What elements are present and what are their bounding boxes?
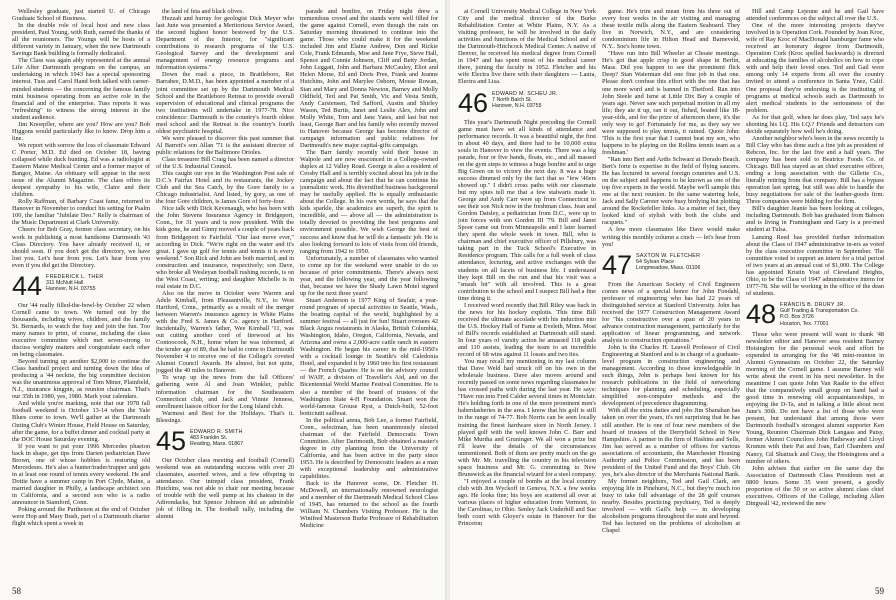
paras (156, 8, 294, 424)
right-page (450, 0, 896, 600)
paragraph: The Barr family recently sold their house in Walpole and are now ensconced in a College-owned duplex at 12 Valley Road. George is also a resident of Crosby Hall and is terribly excited about his job in the campaign and about the fact that he can continue his journalistic work. His diversified business background may be usefully applied. He is equally enthusiastic about the College. In his own words, he says that the kids sparkle, the academics are superb, the spirit is incredible, and — above all — the administration is totally devoted to providing the best programs and environment possible. We wish George the best of success and know that he will do a fantastic job. He is also looking forward to lots of visits from old friends, ranging from 1942 to 1950. (300, 148, 438, 255)
paragraph: John is the Charles H. Leavell Professor of Civil Engineering at Stanford and is in charge of a graduate-level program in construction engineering and management. According to those knowledgeable in such things, John is perhaps best known for his research publications in the field of networking techniques for planning and scheduling, especially simplified non-computer methods and the development of precedence diagramming. (602, 344, 740, 408)
paragraph: game. He's trim and mean from his three out of every four weeks in the air visiting and managing these textile mills along the Eastern Seaboard. They live in Norwich, N.Y., and are considering condominium life in Hilton Head and Barneveld, N.Y.. Soe's home town. (602, 8, 740, 51)
paragraph: As for that golf, when he does play, Ted says he's shooting his I.Q. His I.Q.? Friends and detractors can decide separately how well he's doing. (746, 113, 884, 135)
paragraph: You may recall my mentioning in my last column that Dave Weld had struck off on his own in the wholesale business. Dave also moves around and recently passed on some news regarding classmates he has crossed paths with during the last year. He says: "Have run into Fred Calder several times in Montclair. He's holding forth in one of the more prominent men's haberdasheries in the area. I know that his golf is still in the range of 74-77. Bob Norris can be seen locally training the finest hardware store in North Jersey. I played golf with the well known John C. Barr and Mike Murtha and Gruninger. We all won a prize but I'll leave the details of the circumstances unmentioned. Both of them are pretty much on the go with Mr. Mr. travelling the country in his television space business and Mr. G. commuting to New Brunswick as the financial wizard for a steel company. (458, 358, 596, 478)
class-number: 44 (12, 270, 43, 301)
paragraph: From the American Society of Civil Engineers comes news of a special honor for John Fondahl, professor of engineering who has had 22 years of distinguished service at Stanford University. John has received the 1977 Construction Management Award for "his constructive over a span of 20 years to advance construction management, particularly for the application of linear programming, and network analysis to construction operations." (602, 280, 740, 344)
class-number: 45 (156, 425, 187, 456)
paragraph: Also on the move in October were Warren and Adele Kimball, from Pleasantville, N.Y., to West Hartford, Conn., primarily as a result of the merger between Warren's insurance agency in White Plains with the Fred S. James & Co. agency in Hartford. Incidentally, Warren's father, Wee Kimball '11, was out cutting another cord of firewood at his Contoocook, N.H., home when he was informed, at the tender age of 89, that he had to come to Dartmouth November 4 to receive one of the College's coveted Alumni Council Awards. He almost, but not quite, jogged the 40 miles to Hanover. (156, 289, 294, 375)
left-page (0, 0, 446, 600)
paras (458, 8, 596, 86)
paragraph: Warmest and Best for the Holidays. That's it. Blessings. (156, 409, 294, 424)
paragraph: If you want to put your 1996 Mercedes phaeton back in shape, get tips from Darien pediatrician Dave Brown, one of whose hobbies is restoring old Mercedeses. He's also a hunter/trader/trapper and gets in at least one round of tennis every weekend. He and Dottie have a summer camp in Port Clyde, Maine, a married daughter in Philly, a landscape architect son in California, and a second son who is a radio announcer in Stamford, Conn. (12, 442, 150, 507)
paragraph: One of the more interesting projects they've involved in is Operation Cork. Founded by Joan Kroc, wife of Ray Kroc of MacDonald hamburger fame who received an honorary degree from Dartmouth, Operation Cork (Kroc spelled backwards) is directed at educating the families of alcoholics on how to cope with and help their loved ones. Ted and Gail were among only 14 experts from all over the country invited to attend a conference in Santa Ynez, Calif. One proposal they're endorsing is the instituting of programs at medical schools such as Dartmouth to alert medical students to the seriousness of the problem. (746, 22, 884, 114)
secretary-address: FREDERICK L. THER 311 McNutt Hall Hanover, N.H. 03755 (46, 273, 104, 293)
paragraph: Poking around the Parthenon at the end of October were Hop and Mary Bush, part of a Dartmouth charter flight which spent a week in (12, 506, 150, 528)
paras (300, 8, 438, 529)
paragraph: "Ran into Bert and Ardis Schwarz at Dorado Beach. Bert's forte is expertise in the field of flying saucers. He has lectured in several foreign countries and U.S. on the subject and happens to be known as one of the top five experts in the world. Maybe we'll sample this one at the next reunion. In the same watering hole, Jack and Sally Carreer were busy birdying but plotting around the Rockefeller links. As a matter of fact, they looked kind of stylish with both the clubs and racquets." (602, 155, 740, 227)
paragraph: This year's Dartmouth Night preceding the Cornell game must have set all kinds of attendance and performance records. It was a beautiful night, the first in about 40 days, and there had to be 10,000 extra souls in Hanover to view the events. There was a big parade, four or five bands, floats, etc., and all massed on the gym steps to witness a huge bonfire and to urge Big Green on to victory the next day. It was a huge success dimmed only by the fact that so "few '46ers showed up." I didn't cross paths with our classmate but my spies tell me that a few stalwarts made it. George and Andy Carr were up from Connecticut to see their son Nick now in the freshman class. Jean and Gordon Daisley, a pediatrician from D.C., were up to join forces with son Gordon III '79. Bill and Janet Spoor came out from Minneapolis and I later learned they spent the whole week in town. Bill, who is chairman and chief executive officer of Pillsbury, was taking part in the Tuck School's Executive in Residence program. This calls for a full week of class attendance, lecturing, and active exchanges with the students on all facets of business life. I understand they kept Bill on the run and that his visit was a "smash hit" with all involved. This is a great contribution to the school and I suspect Bill had a fine time doing it. (458, 118, 596, 302)
class-block-47 (602, 249, 740, 280)
paragraph: "Have run into Bill Wheeler at Choate meetings. He's got that apple crisp in good shape in Berlin, Mass. Did you happen to see the prominent flick Deep? Stan Waterman did one fine job in that one. Please don't confuse this effort with the one that has one more word and is banned in Thetford. Ran into John Steele and Isme at Little Dix Bay a couple of years ago. Never saw such perpetual motion in all my life; they ate it up, ran it out, fished, boated like 18-year-olds, and for the prize of afternoon there, it's the only way to go! Fortunately for me, as they say we were supposed to play tennis, it rained. Quote John: 'This is the first year that I cannot beat my son, who happens to be playing on the Rollins tennis team as a freshman.' (602, 50, 740, 156)
paragraph: Nice talk with Dick Kevenaugh, who has been with the John Stevens Insurance Agency in Bridgeport, Conn., for 31 years and is now president. With the kids gone, he and Ginny moved a couple of years back from Bridgeport to Fairfield. "Our last move ever," according to Dick. "We're right on the water and it's great. I gave up golf for tennis and tennis it is every weekend." Son Rick and John are both married, and in construction and insurance, respectively; son Dave, who broke all Wesleyan football rushing records, is on the West Coast, writing; and daughter Michelle is in real estate in D.C. (156, 205, 294, 290)
paragraph: "I enjoyed a couple of bombs at the local country club with Jim Wyckoff in Geneva, N.Y. a few weeks ago. He looks fine; his boys are scattered all over at various places of higher education from Vermont, to the Carolinas, to Ohio. Senley Jack Underhill and Sue both court with Gloyer's estate in Hanover for the Princeton (458, 477, 596, 528)
paragraph: With all the extra duties and jobs Jim Shanahan has taken on over the years, it's not surprising that he has still another. He is one of four new members of the board of trustees of the Derryfield School in New Hampshire. A partner in the firm of Hashins and Sells, Jim has served as a number of offices for various associations of accountants, the Manchester Housing Authority and Police Commission, and has been president of the United Fund and the Boys' Club. Oh yes, he's also director of the Merchants National Bank. (602, 407, 740, 478)
paragraph: Our '44 really filled-the-bowl-by October 22 when Cornell came to town. We turned out by the thousands, including wives, children, and the family St. Bernards, to watch the fray and join the fun. Too many names to print, of course, including the class executive committee which met seven-strong to discuss weighty matters and congratulate each other on being classmates. (12, 301, 150, 359)
paragraph: parade and bonfire, on Friday night drew a tremendous crowd and the stands were well filled for the game against Cornell, even though the rain on Saturday morning threatened to continue into the game. Those who could make it for the weekend included Jim and Elaine Andrew, Don and Rickie Cole, Frank Edmands, Moe and Jane Frye, Steve Hall, Spence and Connie Johnson, Cliff and Betty Jordan, John Leggatt, John and Barbara McCauley, Eliot and Helen Morse, Ed and Doris Pree, Frank and Jeanne Hutchins, John and Marylee Osborn, Mouse Rowan, Stan and Mary and Donna Newton, Barney and Molly Oldfield, Ted and Pat Smith, Vic and Vesta Smith, Andy Carstensen, Ted Safford, Austin and Shirley Wason, Ted Burtis, Janet and Leslie Alex, John and Molly White, Tom and Jane Yates, and last but not least, George Barr and his family who recently moved to Hanover because George has become director of campaign information and public relations for Dartmouth's new major capital-gifts campaign. (300, 8, 438, 149)
paragraph: I received word recently that Bill Riley was back in the news for his hockey exploits. This time Bill received the ultimate accolade with his induction into the U.S. Hockey Hall of Fame at Eveleth, Minn. Most of Bill's records established at Dartmouth still stand. In four years of varsity action he amassed 118 goals and 110 assists, leading the team to an incredible record of 68 wins against 11 losses and two ties. (458, 301, 596, 359)
left-column-1 (12, 8, 150, 578)
paragraph: We report with sorrow the loss of classmate Edward C Porter, M.D. Ed died on October 18, having collapsed while duck hunting. Ed was a radiologist at Eastern Maine Medical Center and a former mayor of Bangor, Maine. An obituary will appear in the next issue of the Alumni Magazine. The class offers its deepest sympathy to his wife, Claire and their children. (12, 141, 150, 199)
left-column-3 (300, 8, 438, 578)
paras (602, 281, 740, 535)
paras (602, 8, 740, 248)
paragraph: Back to the Hanover scene, Dr. Fletcher H. McDowell, an internationally renowned neurologist and a member of the Dartmouth Medical School Class of 1945, has returned to the school as the fourth William N. Chambers Visiting Professor. He is the Winifred Masterson Burke Professor of Rehabilitation Medicine (300, 480, 438, 530)
paras (12, 302, 150, 528)
secretary-address: EDWARD M. SCHEU JR. 7 North Balch St. Hanover, N.H. 03755 (492, 90, 558, 109)
paragraph: Stuart Anderson is 1977 King of Seafair, a year-round program of special activities in Seattle, Wash., the boating capital of the world, highlighted by a summer festival — all just for fun! Stuart oversees 42 Black Angus restaurants in Alaska, British Columbia, Washington, Idaho, Oregon, California, Nevada, and Arizona and owns a 2,000-acre cattle ranch in eastern Washington. He began his career in the mid-1950's with a cocktail lounge in Seattle's old Caledonia Hotel, and expanded it by 1960 into his first restaurant — the French Quarter. He is on the advisory council of WAIF, a division of Traveller's Aid, and on the Bicentennial World Marine Festival Committee. He is also a member of the board of trustees of the Washington State 4-H Foundation. Stuart won the world-famous Grouse Ryst, a Dutch-built, 52-foot botticiutti sailboat. (300, 296, 438, 417)
paragraph: In the double role of local host and new class president, Paul Young, with Ruth, earned the thanks of all the reunioners. The Youngs will be hosts of a different variety in January, when the new Dartmouth Savings Bank building is formally dedicated. (12, 22, 150, 58)
paragraph: Our October class meeting and football (Cornell) weekend was an outstanding success with over 20 classmates, assorted wives, and a few offspring in attendance. Our intrepid class president, Frank Hutchins, was not able to chair our meeting because of trouble with the well pump at his chateau in the Adirondacks, but Spence Johnson did an admirable job of filling in. The football rally, including the alumni (156, 456, 294, 521)
paragraph: Beyond turning up another $2,000 to continue the Class handrail project and turning down the idea of producing a '44 necktie, the big committee decision was the unanimous approval of Tom Miner, Plainfield, N.J., insurance kingpin, as reunion chairman. That's our 35th in 1980, yes, 1980. Mark your calendars. (12, 358, 150, 401)
page-number: 58 (12, 586, 21, 596)
paragraph: My former neighbors, Ted and Gail Clark, are enjoying life in Pinehurst, N.C., but they're much too busy to take full advantage of the 28 golf courses nearby. Besides practicing psychiatry, Ted is deeply involved — with Gail's help — in developing alcoholism programs throughout the state and beyond. Ted has lectured on the problems of alcoholism at Chapel (602, 477, 740, 535)
class-block-46 (458, 87, 596, 118)
left-column-2 (156, 8, 294, 578)
paragraph: To wrap up the news from the fall Officers' gathering were Al and Joan Winkler, public information chairman for the Southeastern Connecticut club, and Jack and Vinnie Jenness, enrollment liaison officer for the Long Island club. (156, 374, 294, 410)
paragraph: John advises that earlier on the same day the Association of Dartmouth Class Presidents met at 0800 hours. Some 35 were present, a goodly proportion of the 50 or so active alumni class chief executives. Officers of the College, including Allen Dingwall '42, reviewed the new (746, 464, 884, 507)
paragraph: And while you're marking, note that our 1978 fall football weekend is October 13-14 when the Yale Blues come to town. We'll gather at the Dartmouth Outing Club's Winter House, Field House on Saturday, after the game, for a buffet dinner and cocktail party at the DOC House Saturday evening. (12, 400, 150, 443)
paragraph: In the political arena, Bob Lee, a former Fairfield, Conn., selectman, has been unanimously elected chairman of the Fairfield Democratic Town Committee. After Dartmouth, Bob obtained a master's degree in city planning from the University of California, and has been active in the party since 1953. He is described by Democratic leaders as a man with exceptional leadership and administrative capabilities. (300, 416, 438, 481)
paragraph: Wellesley graduate, just started U. of Chicago Graduate School of Business. (12, 8, 150, 23)
right-column-1 (458, 8, 596, 578)
paragraph: Another neighbor who's been in the news recently is Bill Clay who has done such a fine job as president of Rebcon, Inc. for the last five and a half years. The company has been sold to Beatrice Foods Co. of Chicago. Bill has stayed as an chief executive officer, ending a long association with the Gillette Co., literally retiring from that company. Bill has a bypass operation last spring, but still was able to handle the busy negotiations for sale of the leather-goods firm. Three companies were bidding for the firm. (746, 134, 884, 206)
paragraph: The Class was again ably represented at the annual Life After Dartmouth program on the campus, an undertaking in which 1943 has a special sponsoring interest. Tuss and Carol Hand both talked with career-minded students — the concerning the famous family mini business operating from an active role in the financial and of the enterprise. Tuss reports it was "refreshing" to witness the strong interest in the student audience. (12, 57, 150, 121)
paragraph: the land of feta and black olives. (162, 8, 245, 15)
class-block-45 (156, 425, 294, 456)
paras (458, 119, 596, 528)
paragraph: at Cornell University Medical College in New York City and the medical director of the Burke Rehabilitation Center at White Plains, N.Y. As a visiting professor, he will be involved in the daily activities and functions of the Medical School and of the Dartmouth-Hitchcock Medical Center. A native of Denver, he received his medical degree from Cornell in 1947 and has spent most of his medical career there, joining the faculty in 1952. Fletcher and his wife Electra live there with their daughters — Laura, Electra and Lisa. (458, 8, 596, 86)
paragraph: Those who were present will want to thank '48 newsletter editor and Hanover area resident Barney Hoisington for the personal work and effort he expended in arranging for the '48 mini-reunion in Alumni Gymnasium on October 22, the Saturday morning of the Cornell game. I assume Barney will write about the event in his next newsletter. In the meantime I can quote John Van Raalte to the effect that the comparatively small group on hand had a good time in renewing old acquaintanceships, in enjoying the D-Ta, and in talking a little about next June's 30th. Do not have a list of those who were present, but understand that among those were Dartmouth football's strongest alumni supporter Ken Young, Reunion Chairman Dick Langaas and Patsy, former Alumni Councilors John Hatheway and Lloyd Krumm with their Pat and Joan, Earl Chambers and Nancy, Gil Shattuck and Cissy, the Hoisingtons and a number of others. (746, 330, 884, 465)
paragraph: Class treasurer Bill Craig has been named a director of the U.S. Industrial Council. (156, 155, 294, 171)
class-number: 48 (746, 298, 777, 329)
right-column-2 (602, 8, 740, 578)
paragraph: Bill's daughter Jeanie has been looking at colleges, including Dartmouth. Bob has graduated from Babson and is living in Framingham and Gary is a pre-med student at Tulsa. (746, 205, 884, 234)
paragraph: This caught our eye in the Washington Post sale of D.C.'s Fairfax Hotel and its restaurants, the Jockey Club and the Sea Catch, by the Gore family to a Chicago industrialist. And listed, by gory, as one of the four Gore children, is James Gore of forty-four. (156, 170, 294, 206)
class-block-44 (12, 270, 150, 301)
paragraph: We were pleased to discover this past summer that Al Barrett's son Allan '71 is the assistant director of public relations for the Baltimore Orioles. (156, 134, 294, 156)
paragraph: Jim Knoepfler, where are you? How are you? Bob Higgons would particularly like to know. Drop him a line. (12, 120, 150, 142)
secretary-address: SAXTON W. FLETCHER 64 Sylvan Place Longmeadow, Mass. 01106 (636, 252, 701, 271)
paragraph: Unfortunately, a number of classmates who wanted to come up for the weekend were unable to do so because of prior commitments. There's always next year, and the following year, and the year following that, because we have the Shady Lawn Motel signed up for the next three years! (300, 254, 438, 297)
paragraph: Lansing Reed has provided further information about the Class of 1947 administrative in-ers as voted by the class executive committee in September. The committee voted to support an intern for a trial period of two years at an annual cost of $1,000. The College has appointed Kristin Yost of Cleveland Heights, Ohio, to be the Class of 1947 administrative intern for 1977-78. She will be working in the office of the dean of students. (746, 233, 884, 297)
paragraph: A few more classmates like Dave would make writing this monthly column a cinch — let's hear from you! (602, 226, 740, 248)
paragraph: Hill and Camp Lejeune and he and Gail have attended conferences on the subject all over the U.S. (746, 8, 884, 23)
paragraph: Cheers for Bob Gray, former class secretary, on his work in publishing a most handsome Dartmouth '43 Class Directory. You have already received it, or should soon. If you don't get the directory, we have lost you. Let's hear from you. Let's hear from you even if you did get the Directory. (12, 226, 150, 269)
secretary-address: FRANCIS B. DRURY JR. Gulf Trading & Transportation Co. P.O. Box 3726 Houston, Tex. 77001 (780, 301, 859, 327)
paras (12, 8, 150, 269)
class-number: 46 (458, 87, 489, 118)
paragraph: Down the road a piece, in Brattleboro, Ret Barrabee, D.M.D., has been appointed a member of a joint committee set up by the Dartmouth Medical School and the Brattleboro Retreat to provide overall supervision of educational and clinical programs the two institutions will undertake in 1977-78. Nice coincidence: Dartmouth is the country's fourth oldest med school and the Retreat is the country's fourth oldest psychiatric hospital. (156, 71, 294, 135)
paragraph: Huzzah and hurray for geologist Dick Meyer who last June was presented a Meritorious Service Award, the second highest honor bestowed by the U.S. Department of the Interior, for "significant contributions to research programs of the U.S. Geological Survey and the development and management of energy resource programs and information systems." (156, 15, 294, 72)
class-block-48 (746, 298, 884, 329)
right-column-3 (746, 8, 884, 578)
paras (746, 331, 884, 507)
class-number: 47 (602, 249, 633, 280)
page-number: 59 (875, 586, 884, 596)
paragraph: Rolly Raffman, of Barbary Coast fame, returned to Hanover in November to conduct his setting for Psalm 100, the familiar "Jubilate Deo." Relly is chairman of the Music Department at Clark University. (12, 198, 150, 227)
secretary-address: EDWARD R. SMITH 483 Franklin St. Reading, Mass. 01867 (190, 428, 244, 448)
paras (746, 8, 884, 297)
paras (156, 457, 294, 520)
